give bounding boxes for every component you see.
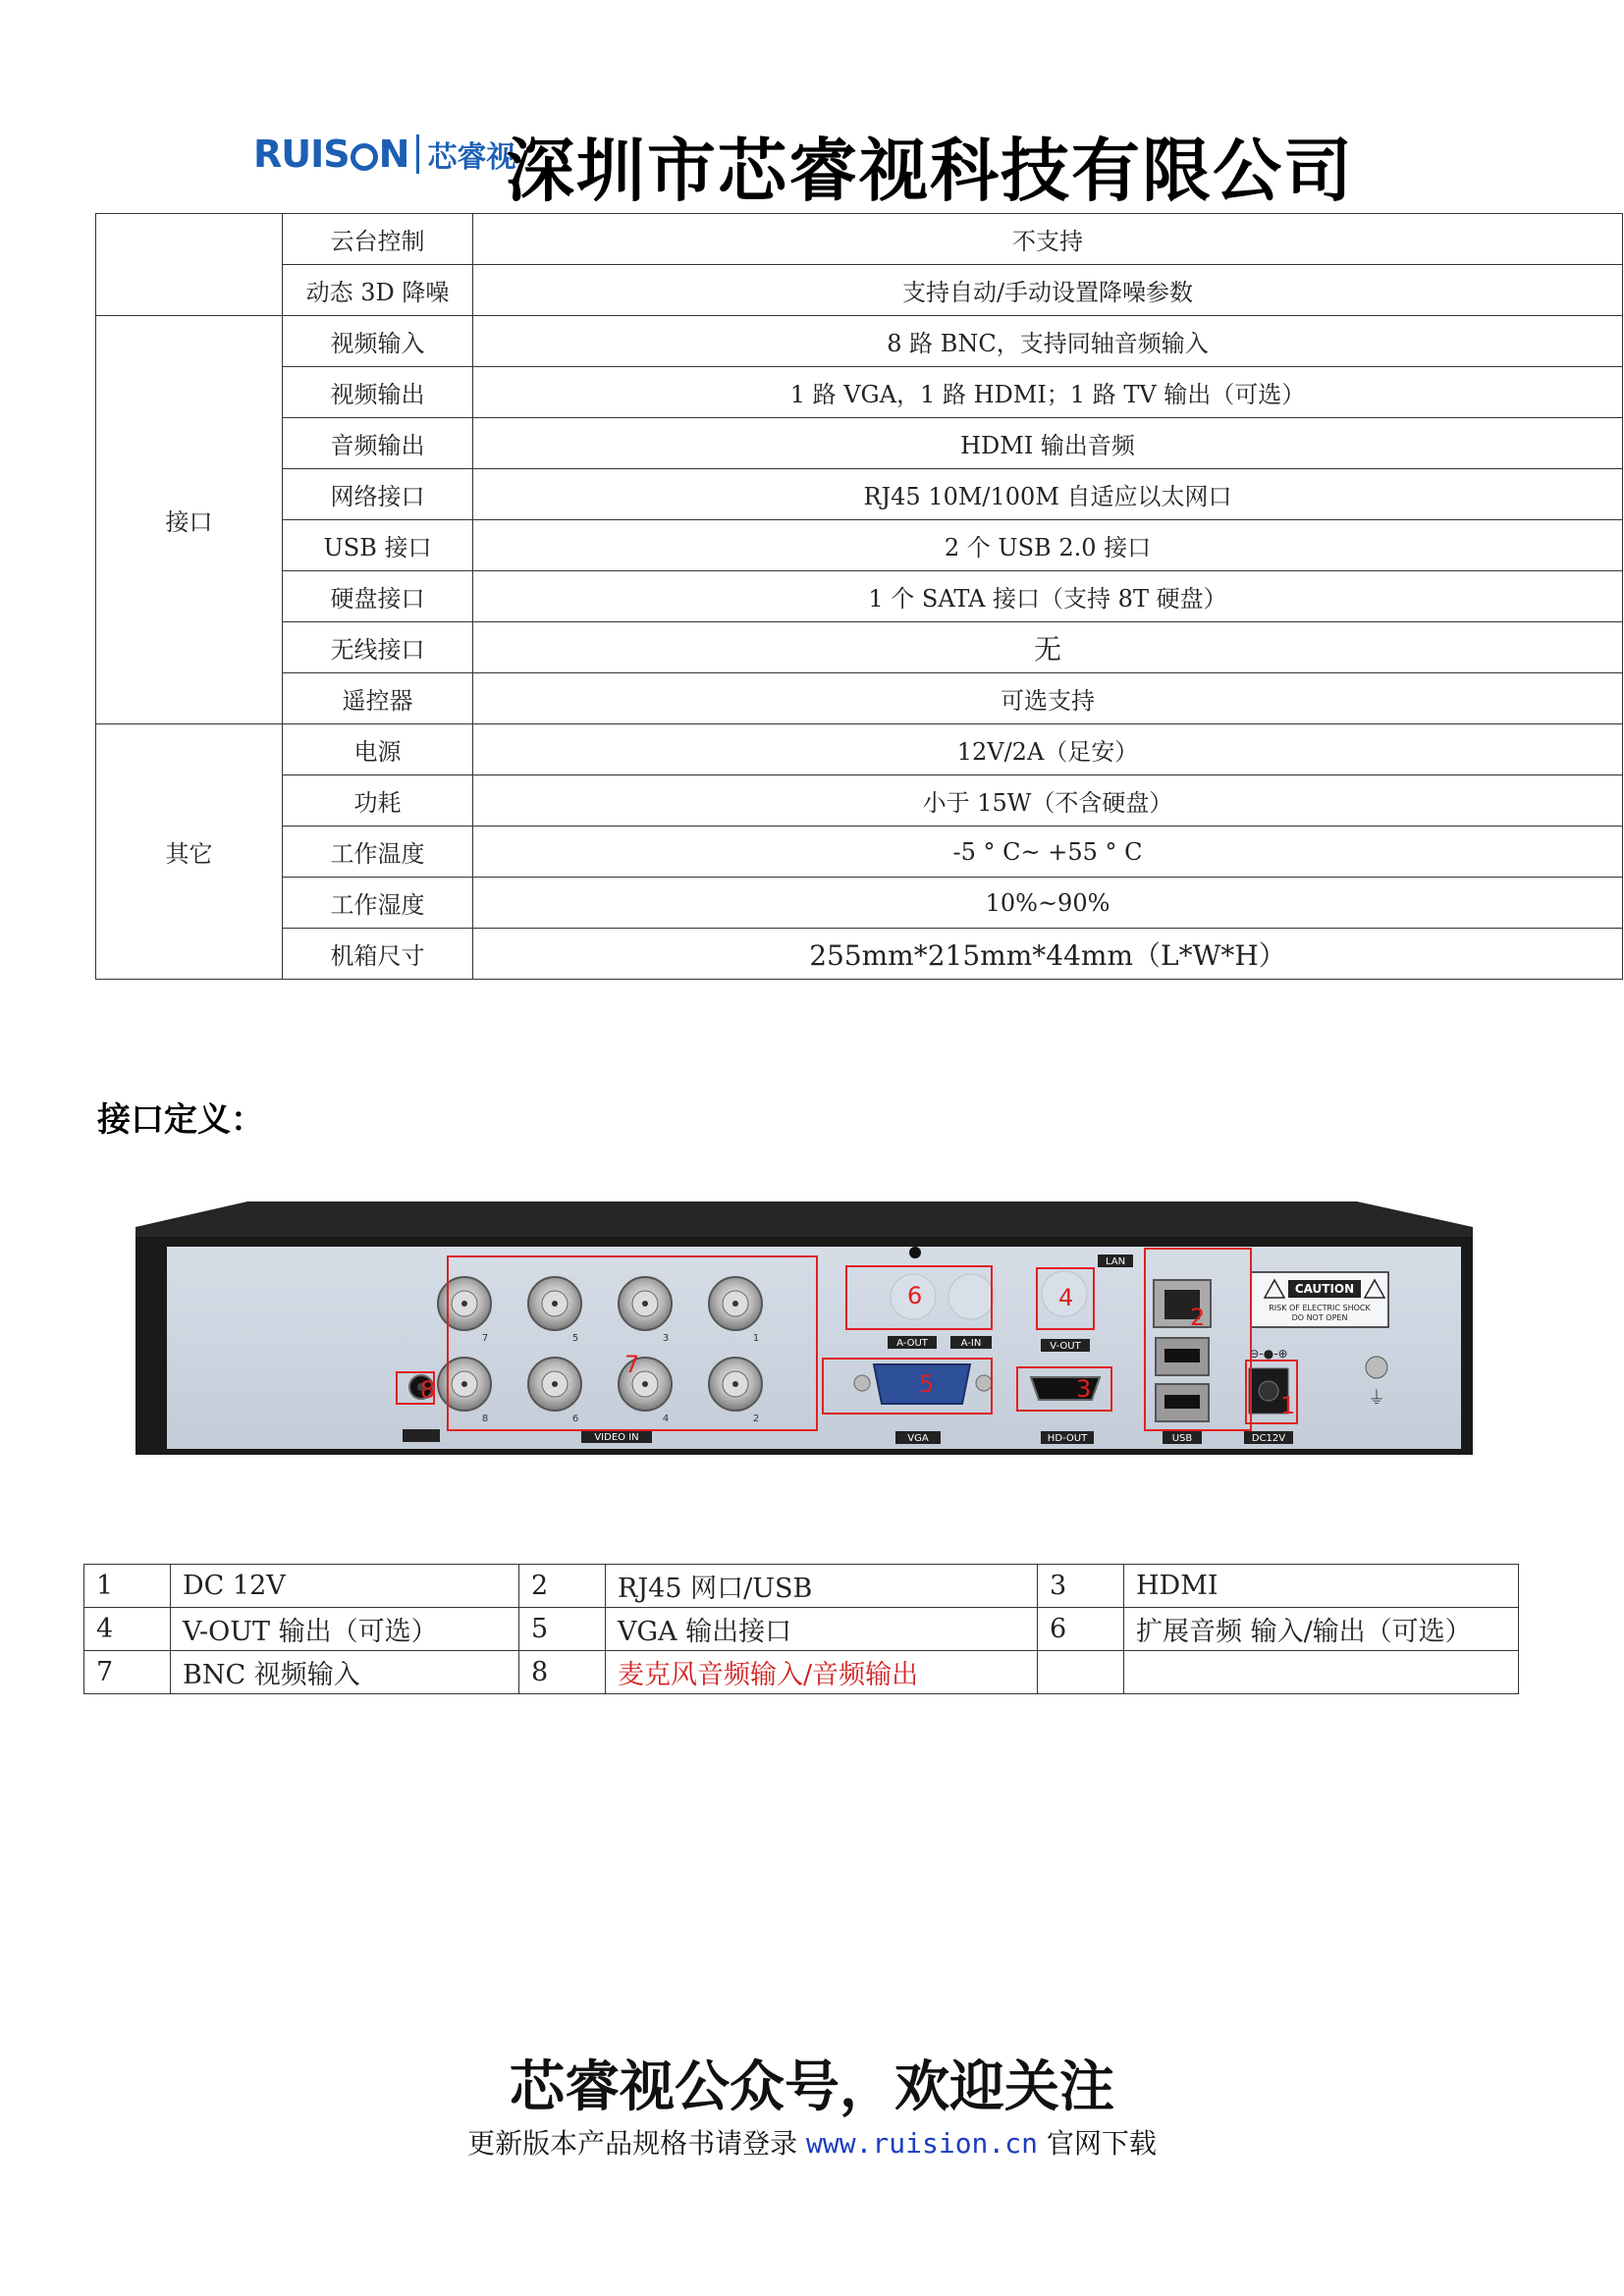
dvr-back-panel-image	[120, 1196, 1489, 1461]
website-link[interactable]: www.ruision.cn	[805, 2127, 1038, 2160]
port-number: 8	[519, 1651, 606, 1694]
ground-symbol-icon: ⏚	[1368, 1388, 1385, 1409]
category-cell	[96, 214, 283, 316]
spec-name: 云台控制	[283, 214, 473, 265]
spec-value: RJ45 10M/100M 自适应以太网口	[473, 469, 1623, 520]
footer-title: 芯睿视公众号，欢迎关注	[510, 2056, 1114, 2119]
port-description	[1124, 1651, 1519, 1694]
bnc-connector-icon	[619, 1277, 672, 1330]
port-definition-table	[83, 1564, 1519, 1694]
caution-line-2: DO NOT OPEN	[1291, 1313, 1348, 1322]
callout-number: 5	[919, 1370, 935, 1398]
table-row	[96, 571, 1623, 622]
table-row	[96, 622, 1623, 673]
port-number: 6	[1038, 1608, 1124, 1651]
spec-name: 工作湿度	[283, 878, 473, 929]
category-cell: 接口	[96, 316, 283, 724]
port-number	[1038, 1651, 1124, 1694]
vga-label: VGA	[907, 1433, 929, 1444]
a-in-jack-icon	[948, 1274, 994, 1319]
bnc-connector-icon	[528, 1358, 581, 1411]
port-number: 2	[519, 1565, 606, 1608]
port-description: 扩展音频 输入/输出（可选）	[1124, 1608, 1519, 1651]
spec-name: USB 接口	[283, 520, 473, 571]
lan-label: LAN	[1105, 1256, 1126, 1267]
table-row	[96, 316, 1623, 367]
spec-value: 1 个 SATA 接口（支持 8T 硬盘）	[473, 571, 1623, 622]
spec-value: 2 个 USB 2.0 接口	[473, 520, 1623, 571]
port-description: DC 12V	[171, 1565, 519, 1608]
callout-number: 8	[420, 1376, 436, 1404]
polarity-icon: ⊖-●-⊕	[1249, 1347, 1288, 1361]
callout-number: 6	[907, 1282, 923, 1309]
spec-value: 8 路 BNC，支持同轴音频输入	[473, 316, 1623, 367]
spec-name: 无线接口	[283, 622, 473, 673]
bnc-connector-icon	[438, 1358, 491, 1411]
screw-hole-icon	[909, 1247, 921, 1258]
spec-value: 255mm*215mm*44mm（L*W*H）	[473, 929, 1623, 980]
port-number: 1	[84, 1565, 171, 1608]
table-row	[84, 1608, 1519, 1651]
hd-out-label: HD-OUT	[1047, 1433, 1088, 1444]
bnc-number-label: 4	[662, 1414, 670, 1424]
bnc-connector-icon	[438, 1277, 491, 1330]
callout-number: 7	[624, 1351, 640, 1378]
bnc-connector-icon	[709, 1358, 762, 1411]
caution-title: CAUTION	[1294, 1282, 1355, 1296]
table-row	[96, 214, 1623, 265]
usb-label: USB	[1171, 1433, 1193, 1444]
spec-table	[95, 213, 1623, 980]
spec-value: 小于 15W（不含硬盘）	[473, 775, 1623, 827]
spec-name: 视频输入	[283, 316, 473, 367]
logo-divider	[416, 134, 419, 174]
dc12v-label: DC12V	[1251, 1433, 1286, 1444]
port-description: 麦克风音频输入/音频输出	[606, 1651, 1038, 1694]
table-row	[96, 673, 1623, 724]
v-out-label: V-OUT	[1050, 1341, 1081, 1352]
spec-name: 工作温度	[283, 827, 473, 878]
bnc-connector-icon	[709, 1277, 762, 1330]
table-row	[84, 1565, 1519, 1608]
table-row	[96, 775, 1623, 827]
table-row	[96, 520, 1623, 571]
port-number: 4	[84, 1608, 171, 1651]
callout-number: 2	[1190, 1304, 1206, 1331]
bnc-number-label: 6	[571, 1414, 579, 1424]
bnc-number-label: 1	[752, 1333, 760, 1344]
bnc-number-label: 8	[481, 1414, 489, 1424]
port-number: 7	[84, 1651, 171, 1694]
spec-value: 无	[473, 622, 1623, 673]
callout-number: 1	[1280, 1392, 1296, 1419]
logo-o-ring-icon	[351, 143, 378, 171]
table-row	[96, 724, 1623, 775]
port-description: BNC 视频输入	[171, 1651, 519, 1694]
bnc-number-label: 7	[481, 1333, 489, 1344]
company-logo	[253, 133, 515, 176]
table-row	[96, 878, 1623, 929]
spec-name: 遥控器	[283, 673, 473, 724]
port-description: VGA 输出接口	[606, 1608, 1038, 1651]
company-title: 深圳市芯睿视科技有限公司	[506, 131, 1354, 211]
table-row	[96, 265, 1623, 316]
spec-value: 1 路 VGA，1 路 HDMI；1 路 TV 输出（可选）	[473, 367, 1623, 418]
footer-text-before: 更新版本产品规格书请登录	[467, 2127, 798, 2160]
table-row	[96, 827, 1623, 878]
a-in-label: A-IN	[960, 1338, 982, 1349]
caution-sticker	[1251, 1272, 1388, 1327]
port-number: 5	[519, 1608, 606, 1651]
callout-number: 3	[1076, 1375, 1092, 1403]
logo-cn-text: 芯睿视	[427, 140, 516, 175]
port-description: RJ45 网口/USB	[606, 1565, 1038, 1608]
footer-text-after: 官网下载	[1046, 2127, 1157, 2160]
spec-name: 音频输出	[283, 418, 473, 469]
spec-value: 10%~90%	[473, 878, 1623, 929]
table-row	[96, 367, 1623, 418]
spec-name: 机箱尺寸	[283, 929, 473, 980]
table-row	[96, 929, 1623, 980]
port-description: V-OUT 输出（可选）	[171, 1608, 519, 1651]
spec-value: 不支持	[473, 214, 1623, 265]
spec-value: HDMI 输出音频	[473, 418, 1623, 469]
logo-text-suffix: N	[378, 133, 409, 176]
table-row	[84, 1651, 1519, 1694]
port-description: HDMI	[1124, 1565, 1519, 1608]
spec-value: 可选支持	[473, 673, 1623, 724]
spec-name: 动态 3D 降噪	[283, 265, 473, 316]
mic-headphone-icon	[403, 1429, 440, 1442]
bnc-number-label: 2	[752, 1414, 760, 1424]
ground-screw-icon	[1366, 1357, 1387, 1378]
spec-name: 硬盘接口	[283, 571, 473, 622]
video-in-label: VIDEO IN	[594, 1432, 639, 1443]
spec-name: 功耗	[283, 775, 473, 827]
callout-number: 4	[1058, 1284, 1074, 1311]
spec-value: -5 ° C~ +55 ° C	[473, 827, 1623, 878]
spec-value: 支持自动/手动设置降噪参数	[473, 265, 1623, 316]
a-out-label: A-OUT	[896, 1338, 928, 1349]
footer-subtitle	[0, 2122, 1624, 2162]
logo-text-prefix: RUIS	[253, 133, 350, 176]
table-row	[96, 418, 1623, 469]
interface-definition-heading: 接口定义：	[97, 1100, 264, 1140]
table-row	[96, 469, 1623, 520]
spec-name: 电源	[283, 724, 473, 775]
category-cell: 其它	[96, 724, 283, 980]
spec-name: 网络接口	[283, 469, 473, 520]
caution-line-1: RISK OF ELECTRIC SHOCK	[1269, 1304, 1371, 1312]
spec-name: 视频输出	[283, 367, 473, 418]
port-number: 3	[1038, 1565, 1124, 1608]
bnc-connector-icon	[528, 1277, 581, 1330]
bnc-number-label: 5	[571, 1333, 579, 1344]
spec-value: 12V/2A（足安）	[473, 724, 1623, 775]
bnc-number-label: 3	[662, 1333, 670, 1344]
